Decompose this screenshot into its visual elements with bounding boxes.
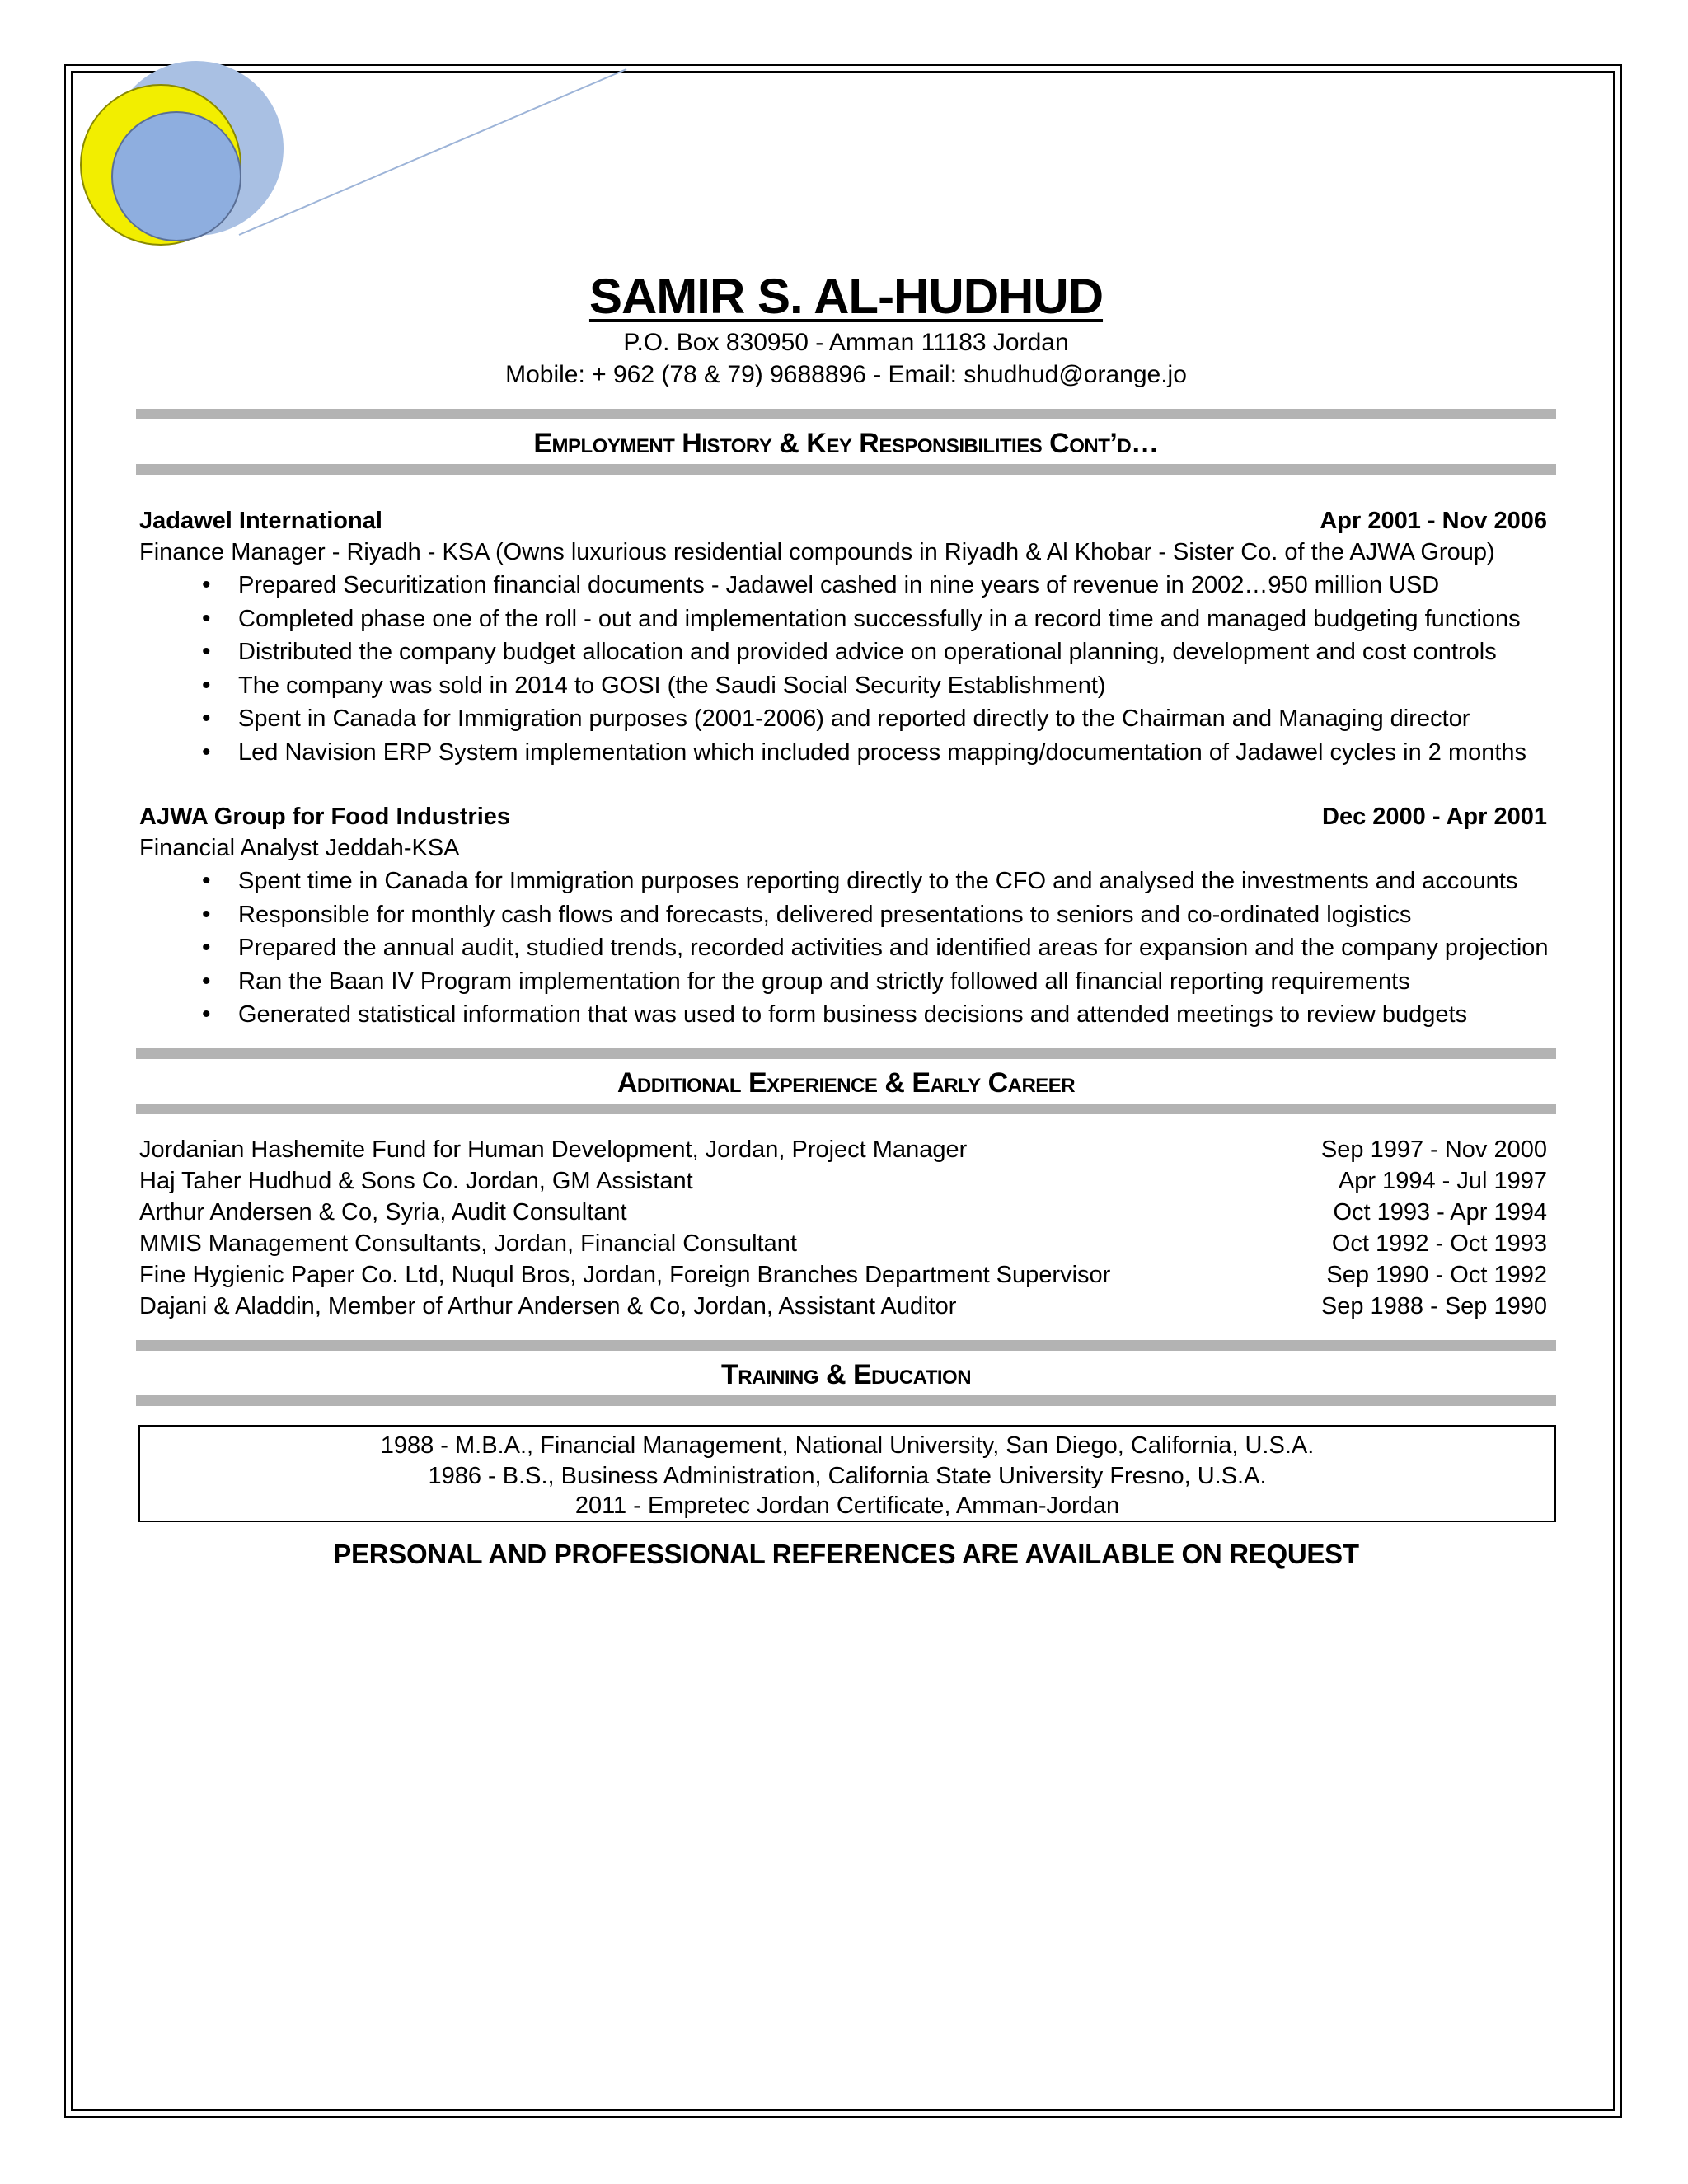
experience-dates: Sep 1990 - Oct 1992 <box>1326 1262 1547 1288</box>
list-item: • Spent in Canada for Immigration purposes (2001-2006) and reported directly to the Chairman and Managing director <box>139 702 1547 736</box>
experience-row <box>139 1166 1547 1196</box>
references-note: PERSONAL AND PROFESSIONAL REFERENCES ARE AVAILABLE ON REQUEST <box>333 1539 1359 1569</box>
address-line: P.O. Box 830950 - Amman 11183 Jordan <box>623 329 1069 356</box>
experience-dates: Apr 1994 - Jul 1997 <box>1338 1168 1547 1194</box>
job-title: Finance Manager - Riyadh - KSA (Owns luxurious residential compounds in Riyadh & Al Khobar - Sister Co. of the AJWA Group) <box>139 539 1495 565</box>
list-item: • Prepared the annual audit, studied trends, recorded activities and identified areas for expansion and the company projection <box>139 931 1547 965</box>
training-heading: Training & Education <box>720 1359 972 1390</box>
experience-row <box>139 1197 1547 1227</box>
section-rule <box>136 1048 1556 1059</box>
experience-row <box>139 1260 1547 1290</box>
deco-inner-circle <box>112 112 241 241</box>
experience-row <box>139 1135 1547 1165</box>
job-bullets <box>139 865 1547 1032</box>
additional-heading: Additional Experience & Early Career <box>617 1067 1076 1099</box>
list-item: • Completed phase one of the roll - out and implementation successfully in a record time and managed budgeting functions <box>139 602 1547 636</box>
education-item: 1986 - B.S., Business Administration, California State University Fresno, U.S.A. <box>428 1462 1267 1489</box>
education-item: 2011 - Empretec Jordan Certificate, Amman-Jordan <box>574 1493 1120 1519</box>
list-item: • The company was sold in 2014 to GOSI (the Saudi Social Security Establishment) <box>139 669 1547 703</box>
experience-row <box>139 1229 1547 1258</box>
section-rule <box>136 1104 1556 1114</box>
job-header <box>139 506 1547 536</box>
job-company: Jadawel International <box>139 508 382 534</box>
experience-dates: Sep 1997 - Nov 2000 <box>1320 1137 1547 1163</box>
candidate-name: SAMIR S. AL-HUDHUD <box>588 269 1104 324</box>
experience-row <box>139 1291 1547 1321</box>
list-item: • Spent time in Canada for Immigration purposes reporting directly to the CFO and analysed the investments and accounts <box>139 865 1547 898</box>
job-dates: Apr 2001 - Nov 2006 <box>1320 508 1547 534</box>
list-item: • Led Navision ERP System implementation which included process mapping/documentation of Jadawel cycles in 2 months <box>139 736 1547 770</box>
contact-line: Mobile: + 962 (78 & 79) 9688896 - Email: shudhud@orange.jo <box>505 361 1187 388</box>
job-header <box>139 802 1547 832</box>
job-dates: Dec 2000 - Apr 2001 <box>1322 804 1547 830</box>
experience-text: Jordanian Hashemite Fund for Human Development, Jordan, Project Manager <box>139 1137 968 1163</box>
experience-text: Haj Taher Hudhud & Sons Co. Jordan, GM Assistant <box>139 1168 693 1194</box>
list-item: • Distributed the company budget allocation and provided advice on operational planning, development and cost controls <box>139 635 1547 669</box>
experience-text: Fine Hygienic Paper Co. Ltd, Nuqul Bros, Jordan, Foreign Branches Department Supervisor <box>139 1262 1111 1288</box>
list-item: • Generated statistical information that was used to form business decisions and attended meetings to review budgets <box>139 998 1547 1032</box>
experience-dates: Oct 1993 - Apr 1994 <box>1333 1199 1547 1226</box>
experience-dates: Oct 1992 - Oct 1993 <box>1331 1230 1547 1257</box>
list-item: • Responsible for monthly cash flows and forecasts, delivered presentations to seniors and co-ordinated logistics <box>139 898 1547 932</box>
experience-text: Arthur Andersen & Co, Syria, Audit Consultant <box>139 1199 627 1226</box>
decorative-circles-graphic <box>0 0 659 272</box>
employment-heading: Employment History & Key Responsibilities Cont’d… <box>533 428 1159 459</box>
education-box <box>138 1425 1556 1522</box>
experience-text: Dajani & Aladdin, Member of Arthur Andersen & Co, Jordan, Assistant Auditor <box>139 1293 957 1319</box>
section-rule <box>136 1395 1556 1406</box>
education-item: 1988 - M.B.A., Financial Management, National University, San Diego, California, U.S.A. <box>380 1432 1315 1459</box>
job-title: Financial Analyst Jeddah-KSA <box>139 835 460 861</box>
deco-diagonal-line <box>239 69 626 235</box>
section-rule <box>136 464 1556 475</box>
experience-text: MMIS Management Consultants, Jordan, Financial Consultant <box>139 1230 797 1257</box>
section-rule <box>136 1340 1556 1351</box>
job-company: AJWA Group for Food Industries <box>139 804 511 830</box>
list-item: • Ran the Baan IV Program implementation for the group and strictly followed all financial reporting requirements <box>139 965 1547 999</box>
section-rule <box>136 409 1556 419</box>
list-item: • Prepared Securitization financial documents - Jadawel cashed in nine years of revenue in 2002…950 million USD <box>139 569 1547 602</box>
experience-dates: Sep 1988 - Sep 1990 <box>1320 1293 1547 1319</box>
job-bullets <box>139 569 1547 769</box>
